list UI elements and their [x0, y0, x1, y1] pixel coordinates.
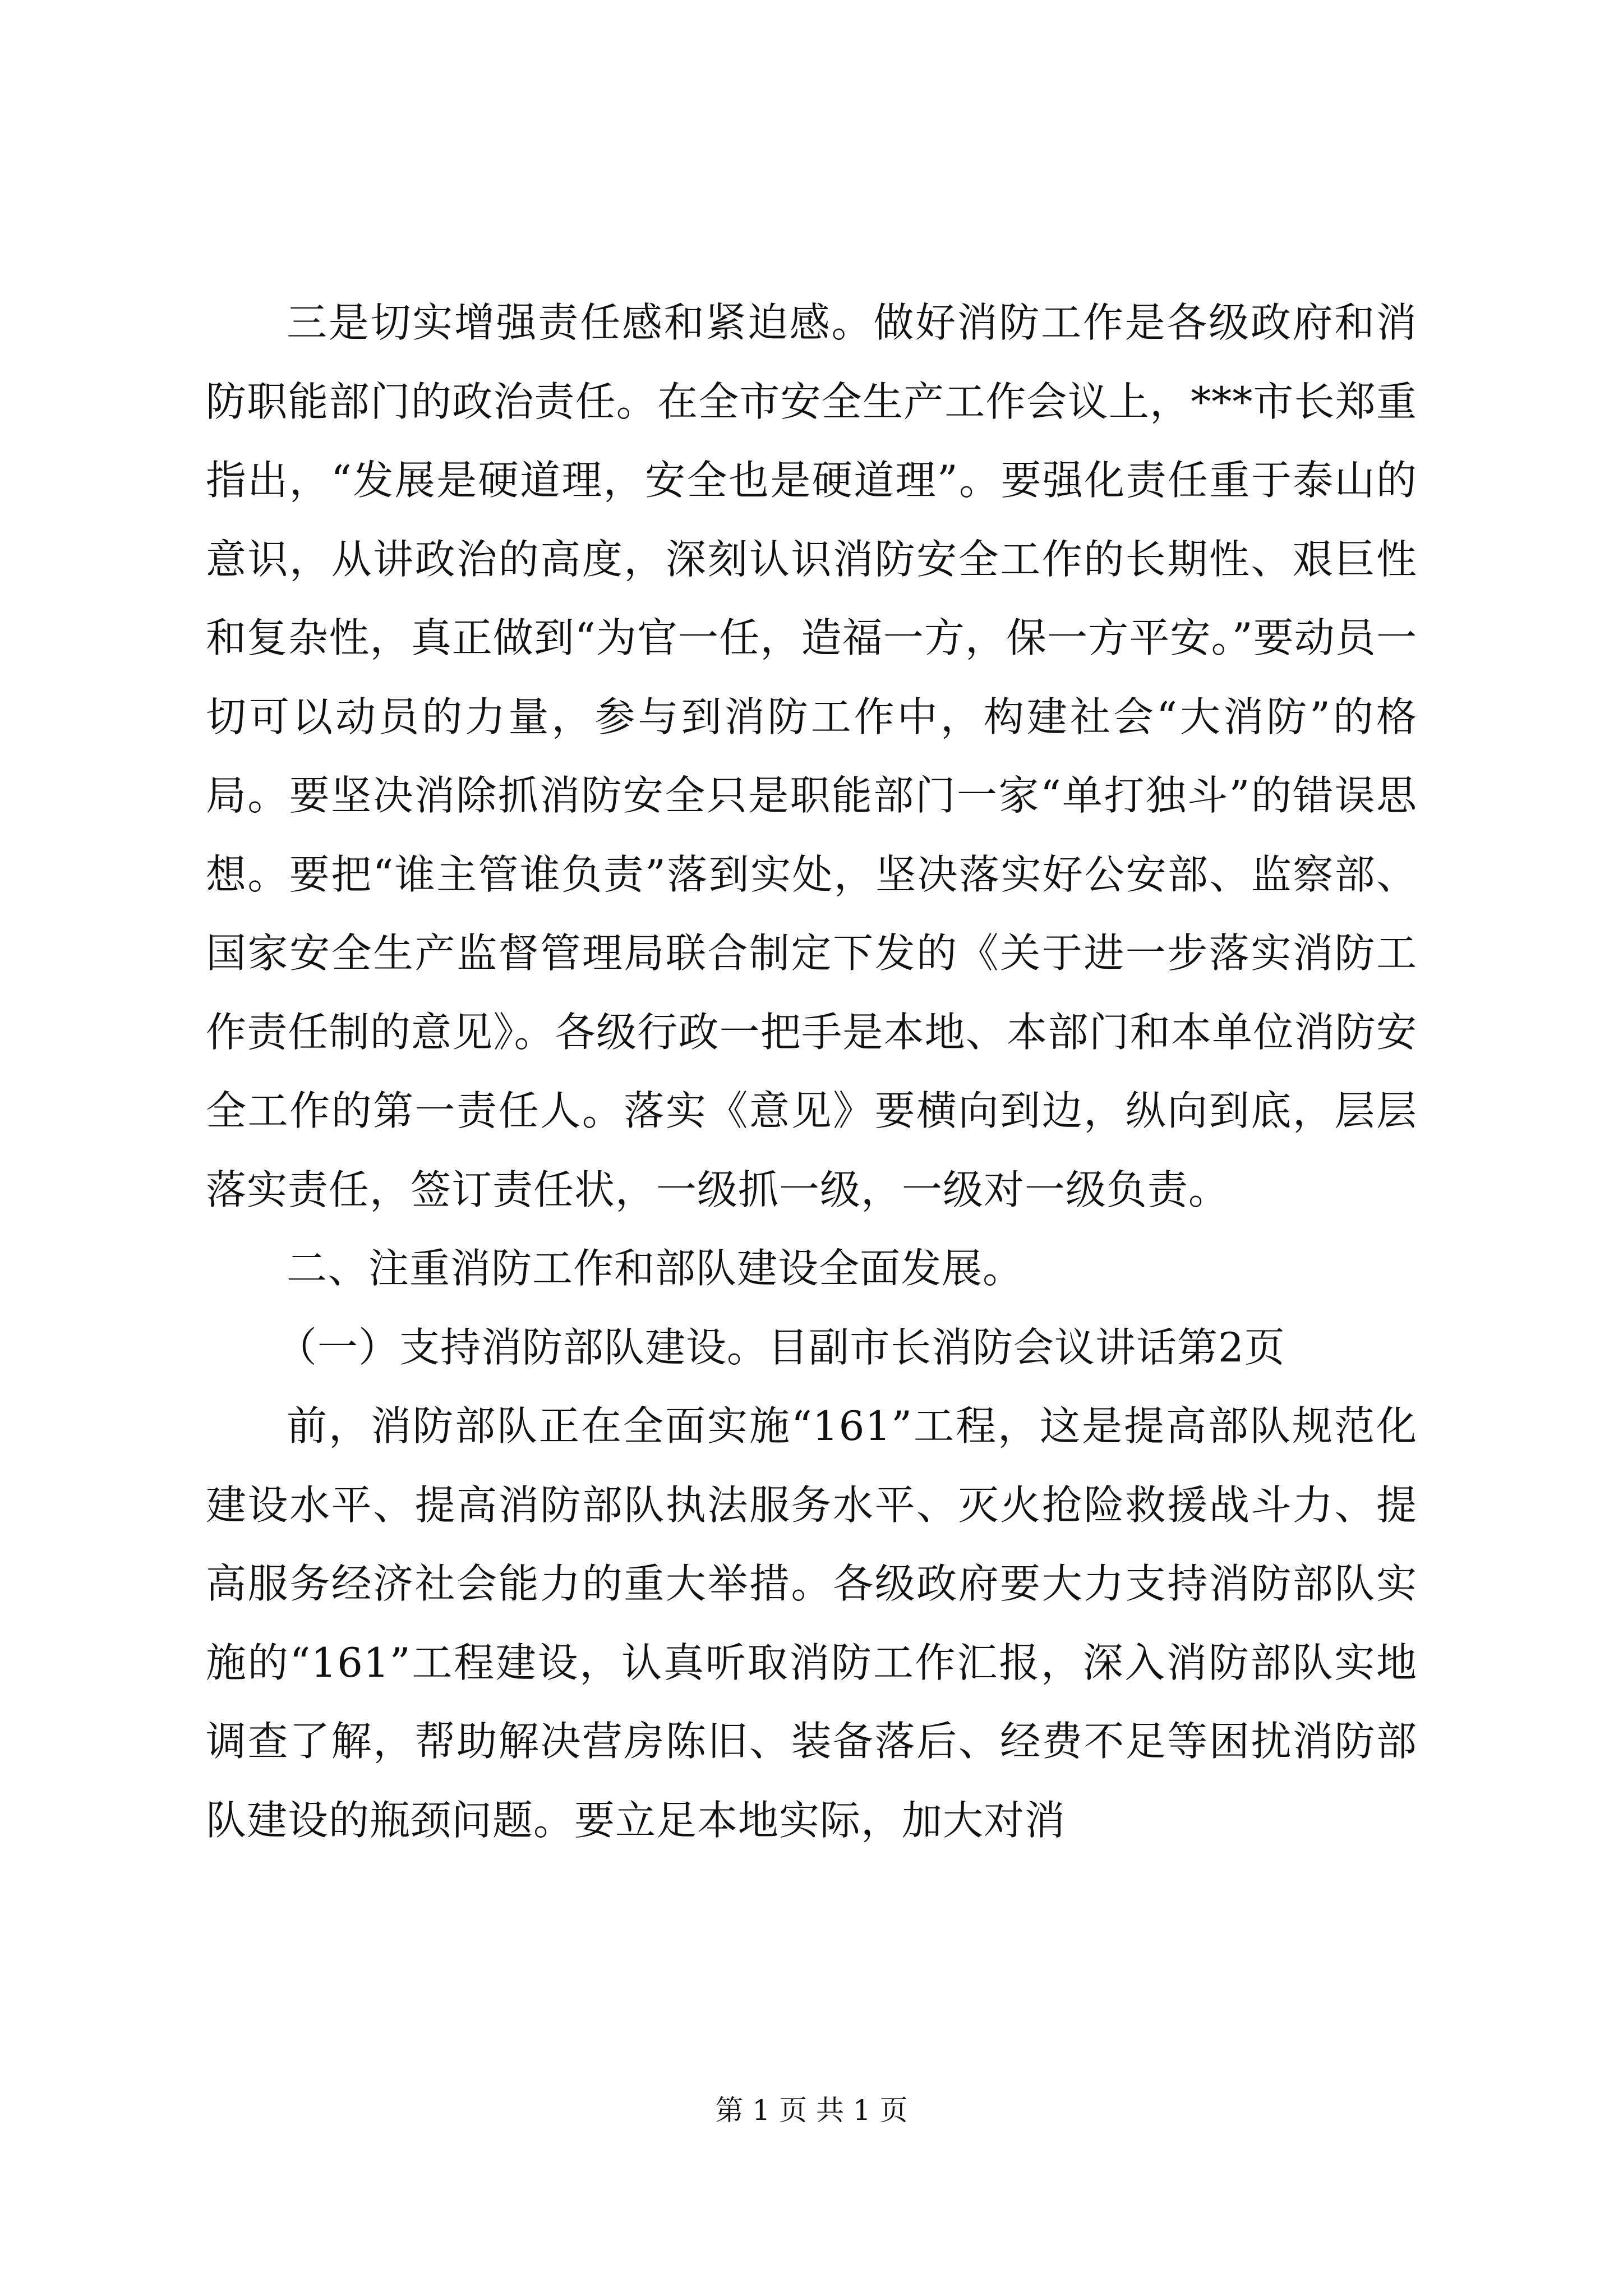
document-body — [206, 283, 1417, 1860]
page-footer: 第 1 页 共 1 页 — [715, 2094, 908, 2127]
section-heading: 二、注重消防工作和部队建设全面发展。 — [287, 1245, 1024, 1292]
paragraph-support-troops: 前，消防部队正在全面实施“161”工程，这是提高部队规范化建设水平、提高消防部队执法服务水平、灭火抢险救援战斗力、提高服务经济社会能力的重大举措。各级政府要大力支持消防部队实施的“161”工程建设，认真听取消防工作汇报，深入消防部队实地调查了解，帮助解决营房陈旧、装备落后、经费不足等困扰消防部队建设的瓶颈问题。要立足本地实际，加大对消 — [206, 1402, 1417, 1844]
paragraph-responsibility: 三是切实增强责任感和紧迫感。做好消防工作是各级政府和消防职能部门的政治责任。在全市安全生产工作会议上，***市长郑重指出，“发展是硬道理，安全也是硬道理”。要强化责任重于泰山的意识，从讲政治的高度，深刻认识消防安全工作的长期性、艰巨性和复杂性，真正做到“为官一任，造福一方，保一方平安。”要动员一切可以动员的力量，参与到消防工作中，构建社会“大消防”的格局。要坚决消除抓消防安全只是职能部门一家“单打独斗”的错误思想。要把“谁主管谁负责”落到实处，坚决落实好公安部、监察部、国家安全生产监督管理局联合制定下发的《关于进一步落实消防工作责任制的意见》。各级行政一把手是本地、本部门和本单位消防安全工作的第一责任人。落实《意见》要横向到边，纵向到底，层层落实责任，签订责任状，一级抓一级，一级对一级负责。 — [206, 299, 1417, 1213]
subsection-heading: （一）支持消防部队建设。目副市长消防会议讲话第2页 — [276, 1323, 1285, 1371]
